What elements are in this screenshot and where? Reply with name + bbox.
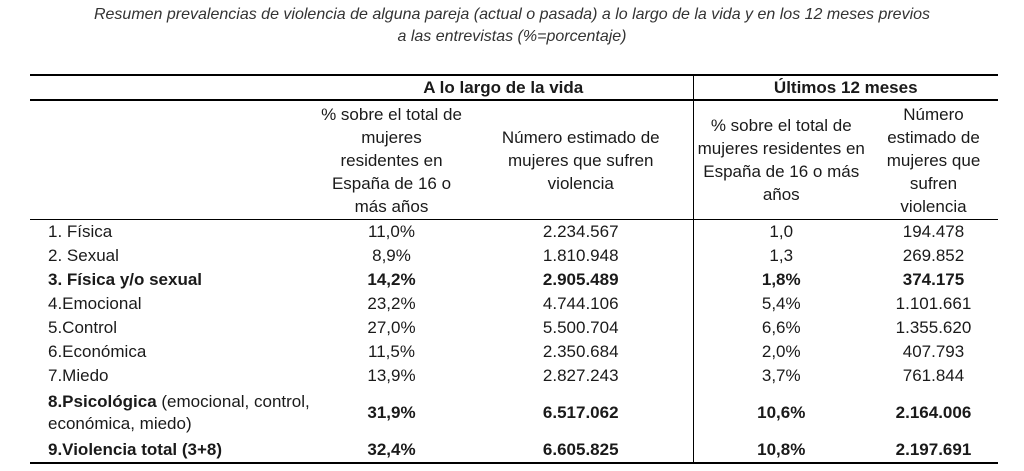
row-label: 9.Violencia total (3+8)	[30, 438, 314, 463]
column-header-pct-lifetime: % sobre el total de mujeres residentes en España de 16 o más años	[314, 100, 469, 220]
cell-pct-12-months: 10,6%	[693, 388, 869, 438]
cell-num-lifetime: 6.605.825	[469, 438, 693, 463]
cell-pct-12-months: 2,0%	[693, 340, 869, 364]
cell-num-lifetime: 4.744.106	[542, 294, 619, 313]
table-row	[30, 316, 998, 340]
group-header-empty	[30, 75, 314, 100]
row-label-bold: 8.Psicológica	[48, 392, 157, 411]
cell-num-lifetime: 5.500.704	[542, 318, 619, 337]
cell-num-12-months: 2.164.006	[895, 403, 972, 422]
row-label: 3. Física y/o sexual	[48, 270, 203, 289]
group-header-12-months: Últimos 12 meses	[693, 75, 998, 100]
cell-pct-12-months: 3,7%	[693, 364, 869, 388]
group-header-lifetime: A lo largo de la vida	[314, 75, 693, 100]
cell-num-lifetime: 6.517.062	[542, 403, 619, 422]
cell-num-lifetime: 2.350.684	[542, 342, 619, 361]
row-label: 6.Económica	[48, 342, 147, 361]
cell-num-lifetime: 2.827.243	[542, 366, 619, 385]
cell-pct-12-months: 1,3	[693, 244, 869, 268]
row-label: 2. Sexual	[48, 246, 119, 265]
cell-pct-lifetime: 32,4%	[314, 438, 469, 463]
cell-num-lifetime: 1.810.948	[542, 246, 619, 265]
group-header-row	[30, 75, 998, 100]
cell-pct-lifetime: 31,9%	[367, 403, 416, 422]
cell-pct-lifetime: 11,5%	[368, 342, 415, 361]
row-label: 7.Miedo	[48, 366, 109, 385]
table-row	[30, 388, 998, 438]
cell-pct-lifetime: 14,2%	[367, 270, 416, 289]
table-row	[30, 364, 998, 388]
column-header-num-12-months: Número estimado de mujeres que sufren violencia	[869, 100, 998, 220]
row-label	[30, 388, 314, 438]
cell-pct-lifetime: 23,2%	[367, 294, 416, 313]
column-header-empty	[30, 100, 314, 220]
cell-pct-lifetime: 13,9%	[367, 366, 416, 385]
table-row	[30, 292, 998, 316]
table-row	[30, 268, 998, 292]
column-header-pct-12-months: % sobre el total de mujeres residentes en España de 16 o más años	[693, 100, 869, 220]
cell-num-lifetime: 2.905.489	[542, 270, 619, 289]
cell-pct-12-months: 6,6%	[693, 316, 869, 340]
row-label: 5.Control	[48, 318, 117, 337]
caption-line-1: Resumen prevalencias de violencia de alguna pareja (actual o pasada) a lo largo de la vida y en los 12 meses previos	[93, 6, 931, 23]
cell-num-12-months: 761.844	[902, 366, 965, 385]
table-row	[30, 340, 998, 364]
cell-pct-lifetime: 8,9%	[372, 246, 411, 265]
column-header-row	[30, 100, 998, 220]
cell-pct-lifetime: 27,0%	[367, 318, 416, 337]
cell-num-12-months: 1.355.620	[895, 318, 972, 337]
row-label: 1. Física	[48, 222, 113, 241]
prevalence-table	[30, 74, 998, 464]
table-row	[30, 438, 998, 463]
cell-pct-12-months: 10,8%	[693, 438, 869, 463]
cell-num-12-months: 194.478	[902, 222, 965, 241]
cell-pct-12-months: 5,4%	[693, 292, 869, 316]
table-caption	[0, 4, 1024, 48]
row-label-detail: (emocional, control, económica, miedo)	[48, 392, 310, 433]
column-header-num-lifetime: Número estimado de mujeres que sufren violencia	[469, 100, 693, 220]
cell-num-12-months: 1.101.661	[895, 294, 972, 313]
caption-line-2: a las entrevistas (%=porcentaje)	[397, 28, 627, 45]
row-label: 4.Emocional	[48, 294, 142, 313]
cell-pct-12-months: 1,8%	[693, 268, 869, 292]
cell-num-12-months: 374.175	[902, 270, 965, 289]
table-row	[30, 220, 998, 245]
cell-pct-12-months: 1,0	[693, 220, 869, 245]
cell-num-lifetime: 2.234.567	[542, 222, 619, 241]
cell-num-12-months: 407.793	[902, 342, 965, 361]
table-row	[30, 244, 998, 268]
cell-num-12-months: 2.197.691	[869, 438, 998, 463]
cell-pct-lifetime: 11,0%	[368, 222, 415, 241]
cell-num-12-months: 269.852	[902, 246, 965, 265]
